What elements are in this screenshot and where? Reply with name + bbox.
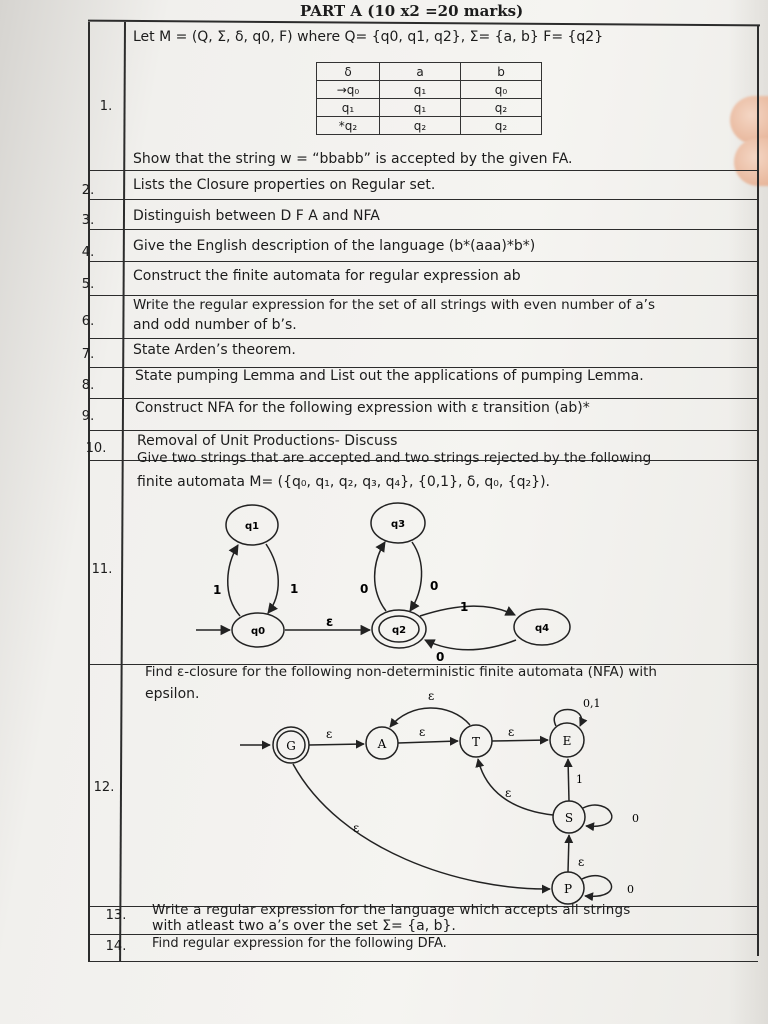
edge-s-t (478, 759, 553, 815)
table-cell: q₁ (380, 99, 461, 117)
q13-number: 13. (105, 908, 127, 923)
state-q3-label: q3 (390, 519, 406, 530)
label-q2-q4: 1 (460, 600, 469, 614)
q1-task: Show that the string w = “bbabb” is accepted by the given FA. (133, 151, 573, 167)
label-q4-q2: 0 (436, 650, 445, 664)
edge-s-e (568, 759, 569, 801)
label-g-a: ε (326, 727, 333, 741)
q9-number: 9. (81, 409, 95, 424)
header-cell: a (380, 63, 461, 81)
q12-text-line1: Find ε-closure for the following non-deterministic finite automata (NFA) with (145, 664, 657, 680)
q2-number: 2. (81, 183, 95, 198)
state-g-start (273, 727, 309, 763)
label-loop-e: 0,1 (583, 697, 601, 710)
q3-number: 3. (81, 213, 95, 228)
label-a-t: ε (419, 725, 426, 739)
state-a (366, 727, 398, 759)
edge-g-p (293, 764, 550, 889)
table-cell: q₂ (380, 117, 461, 135)
label-s-e: 1 (576, 773, 583, 786)
state-e (550, 723, 584, 757)
state-t (460, 725, 492, 757)
q2-text: Lists the Closure properties on Regular set. (133, 177, 436, 193)
q11-text-line2: finite automata M= ({q₀, q₁, q₂, q₃, q₄}, {0,1}, δ, q₀, {q₂}). (137, 474, 550, 490)
table-cell: →q₀ (317, 81, 380, 99)
q10-number: 10. (85, 441, 107, 456)
state-q1-label: q1 (244, 521, 260, 532)
label-t-e: ε (508, 725, 515, 739)
q4-text: Give the English description of the language (b*(aaa)*b*) (133, 238, 536, 254)
label-s-t: ε (505, 786, 512, 800)
label-q1-q0: 1 (290, 582, 299, 596)
header-cell: b (461, 63, 542, 81)
label-q0-q1: 1 (213, 583, 222, 597)
q13-text-line1: Write a regular expression for the language which accepts all strings (152, 902, 631, 918)
edge-a-t (398, 741, 458, 743)
table-cell: q₁ (380, 81, 461, 99)
q6-number: 6. (81, 314, 95, 329)
state-q2-label: q2 (391, 625, 407, 636)
state-p (552, 872, 584, 904)
table-cell: q₂ (461, 99, 542, 117)
q7-number: 7. (81, 347, 95, 362)
table-cell: q₂ (461, 117, 542, 135)
q8-text: State pumping Lemma and List out the applications of pumping Lemma. (135, 368, 644, 384)
label-loop-s: 0 (632, 812, 639, 825)
state-p-label: P (563, 882, 573, 896)
state-q0-label: q0 (250, 626, 266, 637)
loop-s (583, 805, 612, 826)
table-cell: q₁ (317, 99, 380, 117)
q4-number: 4. (81, 245, 95, 260)
q11-text-line1: Give two strings that are accepted and two strings rejected by the following (137, 450, 652, 466)
q7-text: State Arden’s theorem. (133, 342, 296, 358)
q5-text: Construct the finite automata for regular expression ab (133, 268, 521, 284)
header-cell: δ (317, 63, 380, 81)
label-q2-q3: 0 (360, 582, 369, 596)
q1-number: 1. (99, 99, 113, 114)
q9-text: Construct NFA for the following expression with ε transition (ab)* (135, 400, 590, 416)
state-t-label: T (471, 735, 481, 749)
label-q3-q2: 0 (430, 579, 439, 593)
label-g-p: ε (353, 821, 360, 835)
edge-t-a (390, 708, 470, 727)
loop-p (582, 876, 612, 897)
q12-text-line2: epsilon. (145, 686, 200, 702)
state-q4-label: q4 (534, 623, 550, 634)
state-a-label: A (377, 737, 387, 751)
q14-number: 14. (105, 939, 127, 954)
label-p-s: ε (578, 855, 585, 869)
q14-text: Find regular expression for the following DFA. (152, 936, 447, 951)
q10-text: Removal of Unit Productions- Discuss (137, 433, 398, 449)
q13-text-line2: with atleast two a’s over the set Σ= {a, b}. (152, 918, 456, 934)
state-s (553, 801, 585, 833)
edge-p-s (568, 835, 569, 872)
table-cell: q₀ (461, 81, 542, 99)
state-g-label: G (286, 739, 296, 753)
q1-intro: Let M = (Q, Σ, δ, q0, F) where Q= {q0, q1, q2}, Σ= {a, b} F= {q2} (133, 29, 604, 45)
state-e-label: E (562, 734, 572, 748)
q11-number: 11. (91, 562, 113, 577)
edge-g-a (309, 744, 364, 745)
label-t-a: ε (428, 689, 435, 703)
label-loop-p: 0 (627, 883, 634, 896)
q5-number: 5. (81, 277, 95, 292)
page-title: PART A (10 x2 =20 marks) (300, 2, 524, 20)
q8-number: 8. (81, 378, 95, 393)
q6-text-continued: and odd number of b’s. (133, 317, 297, 333)
q6-text: Write the regular expression for the set of all strings with even number of a’s (133, 297, 655, 313)
table-cell: *q₂ (317, 117, 380, 135)
label-q0-q2: ε (326, 615, 334, 630)
state-s-label: S (564, 811, 574, 825)
q12-number: 12. (93, 780, 115, 795)
edge-t-e (492, 740, 548, 741)
q3-text: Distinguish between D F A and NFA (133, 208, 380, 224)
